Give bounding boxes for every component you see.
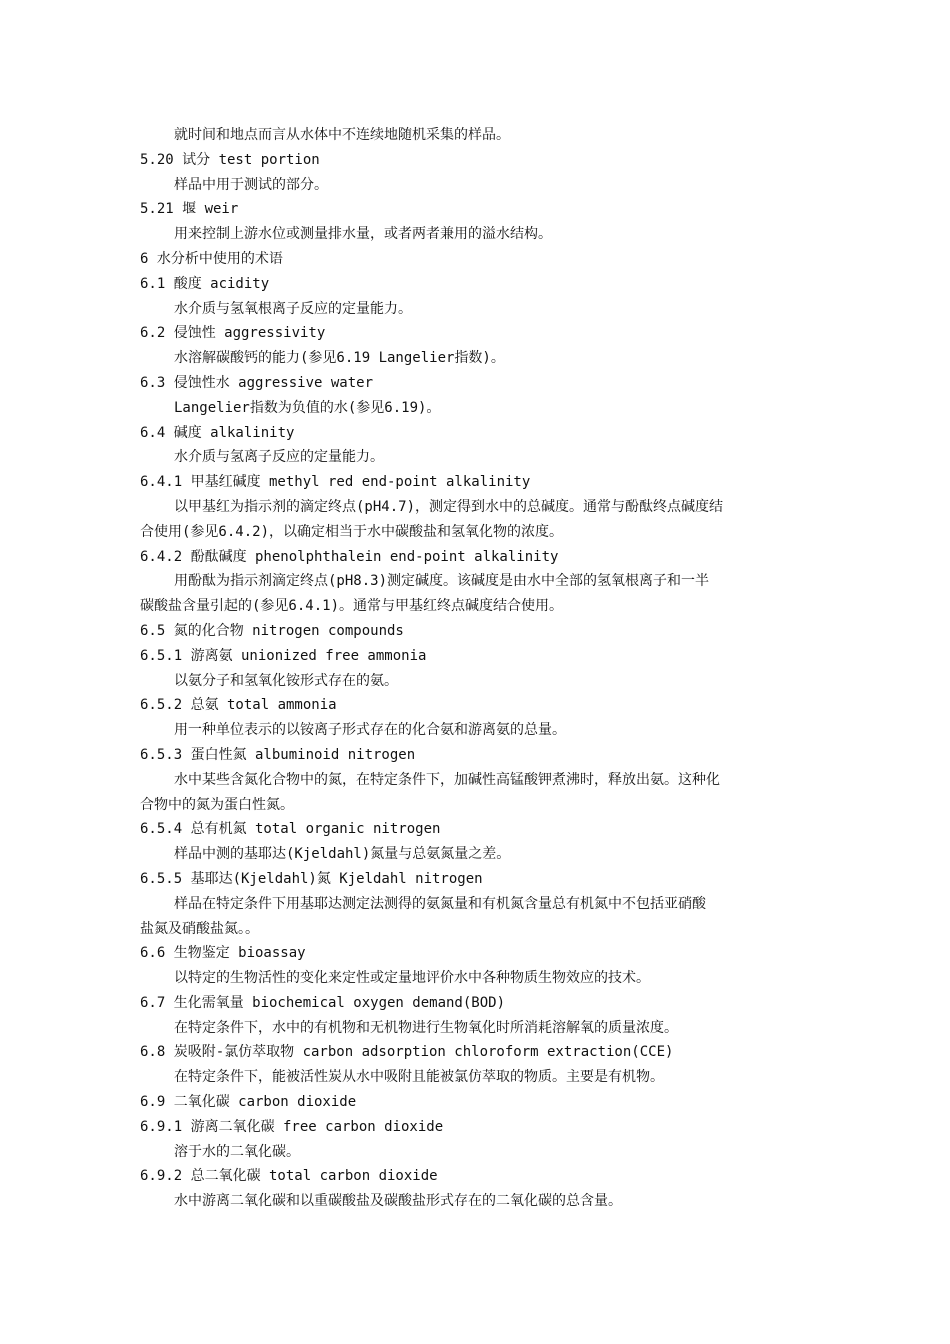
paragraph-continuation: 碳酸盐含量引起的(参见6.4.1)。通常与甲基红终点碱度结合使用。: [140, 598, 563, 615]
paragraph-line: 用一种单位表示的以铵离子形式存在的化合氨和游离氨的总量。: [174, 722, 566, 739]
paragraph-line: 水介质与氢离子反应的定量能力。: [174, 449, 384, 466]
paragraph-line: 用酚酞为指示剂滴定终点(pH8.3)测定碱度。该碱度是由水中全部的氢氧根离子和一半: [174, 573, 709, 590]
paragraph-line: 以特定的生物活性的变化来定性或定量地评价水中各种物质生物效应的技术。: [174, 970, 650, 987]
section-heading: 6.4.2 酚酞碱度 phenolphthalein end-point alkalinity: [140, 548, 559, 565]
section-heading: 6.5.5 基耶达(Kjeldahl)氮 Kjeldahl nitrogen: [140, 870, 483, 887]
paragraph-line: 以氨分子和氢氧化铵形式存在的氨。: [174, 672, 398, 689]
paragraph-line: 水溶解碳酸钙的能力(参见6.19 Langelier指数)。: [174, 350, 505, 367]
section-heading: 6.2 侵蚀性 aggressivity: [140, 325, 326, 342]
paragraph-line: 就时间和地点而言从水体中不连续地随机采集的样品。: [174, 127, 510, 143]
document-body: [140, 123, 820, 1214]
section-heading: 6.8 炭吸附-氯仿萃取物 carbon adsorption chloroform extraction(CCE): [140, 1044, 674, 1061]
section-heading: 6.5 氮的化合物 nitrogen compounds: [140, 622, 404, 639]
section-heading: 6 水分析中使用的术语: [140, 250, 283, 267]
paragraph-line: 在特定条件下，能被活性炭从水中吸附且能被氯仿萃取的物质。主要是有机物。: [174, 1069, 664, 1086]
paragraph-line: 水中游离二氧化碳和以重碳酸盐及碳酸盐形式存在的二氧化碳的总含量。: [174, 1193, 622, 1210]
paragraph-line: 在特定条件下，水中的有机物和无机物进行生物氧化时所消耗溶解氧的质量浓度。: [174, 1019, 678, 1036]
paragraph-line: 水介质与氢氧根离子反应的定量能力。: [174, 300, 412, 317]
section-heading: 6.3 侵蚀性水 aggressive water: [140, 374, 374, 391]
section-heading: 6.5.4 总有机氮 total organic nitrogen: [140, 821, 441, 838]
section-heading: 6.7 生化需氧量 biochemical oxygen demand(BOD): [140, 994, 506, 1011]
section-heading: 6.4.1 甲基红碱度 methyl red end-point alkalinity: [140, 474, 531, 491]
paragraph-continuation: 合使用(参见6.4.2)，以确定相当于水中碳酸盐和氢氧化物的浓度。: [140, 523, 563, 540]
section-heading: 6.5.2 总氨 total ammonia: [140, 697, 337, 714]
paragraph-line: 以甲基红为指示剂的滴定终点(pH4.7)，测定得到水中的总碱度。通常与酚酞终点碱度结: [174, 498, 723, 515]
paragraph-line: 样品在特定条件下用基耶达测定法测得的氨氮量和有机氮含量总有机氮中不包括亚硝酸: [174, 895, 706, 912]
paragraph-continuation: 盐氮及硝酸盐氮。。: [140, 920, 259, 937]
section-heading: 6.9.2 总二氧化碳 total carbon dioxide: [140, 1168, 438, 1185]
paragraph-line: 样品中测的基耶达(Kjeldahl)氮量与总氨氮量之差。: [174, 846, 511, 863]
section-heading: 6.1 酸度 acidity: [140, 275, 270, 292]
section-heading: 6.9.1 游离二氧化碳 free carbon dioxide: [140, 1118, 444, 1135]
section-heading: 6.5.1 游离氨 unionized free ammonia: [140, 647, 427, 664]
paragraph-line: 水中某些含氮化合物中的氮，在特定条件下，加碱性高锰酸钾煮沸时，释放出氨。这种化: [174, 771, 720, 788]
section-heading: 6.5.3 蛋白性氮 albuminoid nitrogen: [140, 746, 416, 763]
paragraph-line: 样品中用于测试的部分。: [174, 176, 328, 193]
section-heading: 5.20 试分 test portion: [140, 151, 320, 168]
section-heading: 5.21 堰 weir: [140, 201, 239, 218]
paragraph-line: 用来控制上游水位或测量排水量，或者两者兼用的溢水结构。: [174, 226, 552, 243]
section-heading: 6.6 生物鉴定 bioassay: [140, 945, 306, 962]
section-heading: 6.9 二氧化碳 carbon dioxide: [140, 1094, 357, 1111]
paragraph-continuation: 合物中的氮为蛋白性氮。: [140, 796, 294, 813]
paragraph-line: 溶于水的二氧化碳。: [174, 1143, 300, 1160]
section-heading: 6.4 碱度 alkalinity: [140, 424, 295, 441]
paragraph-line: Langelier指数为负值的水(参见6.19)。: [174, 399, 441, 416]
